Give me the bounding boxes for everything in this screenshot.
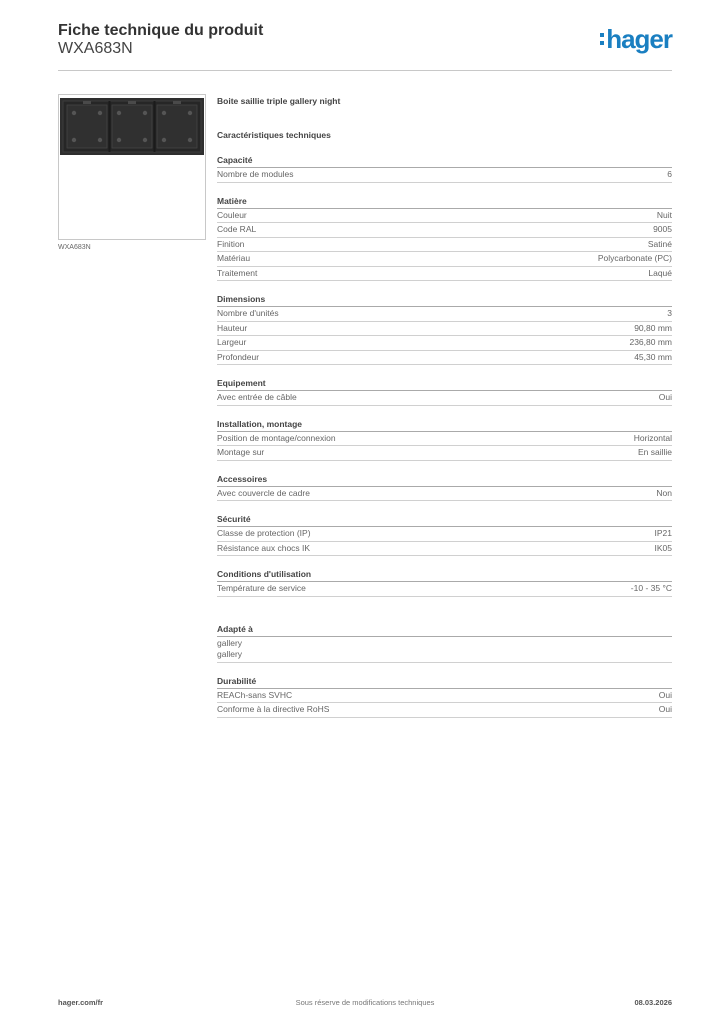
spec-value: Oui xyxy=(658,392,672,402)
spec-row xyxy=(217,223,672,238)
spec-label: Avec couvercle de cadre xyxy=(217,487,310,498)
spec-label: Résistance aux chocs IK xyxy=(217,542,311,553)
spec-row xyxy=(217,542,672,557)
spec-row xyxy=(217,703,672,718)
section-equipement xyxy=(217,377,672,406)
adapted-item: gallery xyxy=(217,637,243,648)
spec-value: -10 - 35 °C xyxy=(630,583,672,593)
page-title: Fiche technique du produit xyxy=(58,22,264,39)
section-title: Sécurité xyxy=(217,513,672,527)
section-title: Durabilité xyxy=(217,675,672,689)
spec-value: Horizontal xyxy=(633,432,672,443)
logo-text: hager xyxy=(606,24,672,54)
spec-value: IP21 xyxy=(654,528,672,538)
spec-value: Satiné xyxy=(647,238,672,249)
spec-value: 6 xyxy=(667,169,672,179)
spec-row xyxy=(217,168,672,183)
product-image xyxy=(59,95,205,239)
product-name: Boite saillie triple gallery night xyxy=(217,96,341,106)
spec-value: 90,80 mm xyxy=(634,322,672,333)
section-adapte xyxy=(217,623,672,663)
spec-label: Finition xyxy=(217,238,245,249)
section-dimensions xyxy=(217,293,672,365)
spec-row xyxy=(217,209,672,224)
spec-row xyxy=(217,267,672,282)
spec-row xyxy=(217,351,672,366)
spec-value: 9005 xyxy=(653,224,672,234)
section-title: Equipement xyxy=(217,377,672,391)
section-capacite xyxy=(217,154,672,183)
spec-row xyxy=(217,252,672,267)
spec-label: REACh-sans SVHC xyxy=(217,689,293,700)
spec-label: Conforme à la directive RoHS xyxy=(217,704,330,714)
logo-dots-icon xyxy=(600,33,604,45)
section-title: Capacité xyxy=(217,154,672,168)
spec-row xyxy=(217,391,672,406)
spec-row xyxy=(217,689,672,704)
spec-content xyxy=(217,96,672,718)
section-conditions xyxy=(217,568,672,597)
footer-website: hager.com/fr xyxy=(58,998,104,1007)
product-image-frame xyxy=(58,94,206,240)
spec-value: 3 xyxy=(667,308,672,318)
spec-value: Oui xyxy=(658,689,672,700)
spec-label: Position de montage/connexion xyxy=(217,432,336,443)
section-securite xyxy=(217,513,672,556)
spec-row xyxy=(217,446,672,461)
footer-date: 08.03.2026 xyxy=(634,998,672,1007)
spec-value: Nuit xyxy=(656,209,672,220)
spec-label: Code RAL xyxy=(217,224,257,234)
spec-label: Couleur xyxy=(217,209,247,220)
spec-label: Largeur xyxy=(217,337,247,347)
spec-label: Classe de protection (IP) xyxy=(217,528,311,538)
spec-row xyxy=(217,336,672,351)
section-matiere xyxy=(217,195,672,282)
hager-logo xyxy=(600,26,672,52)
spec-label: Matériau xyxy=(217,253,251,263)
spec-label: Hauteur xyxy=(217,322,248,333)
section-title: Matière xyxy=(217,195,672,209)
spec-label: Traitement xyxy=(217,267,258,278)
spec-value: IK05 xyxy=(654,542,672,553)
section-installation xyxy=(217,418,672,461)
spec-value: 236,80 mm xyxy=(629,337,672,347)
footer-disclaimer: Sous réserve de modifications techniques xyxy=(295,998,435,1007)
spec-row xyxy=(217,432,672,447)
spec-label: Nombre d'unités xyxy=(217,308,279,318)
spec-row xyxy=(217,527,672,542)
spec-value: Oui xyxy=(658,704,672,714)
spec-label: Avec entrée de câble xyxy=(217,392,297,402)
product-reference: WXA683N xyxy=(58,40,133,57)
spec-value: 45,30 mm xyxy=(634,351,672,362)
spec-label: Nombre de modules xyxy=(217,169,294,179)
characteristics-title: Caractéristiques techniques xyxy=(217,130,331,140)
page-header xyxy=(58,20,672,71)
adapted-item: gallery xyxy=(217,648,243,659)
spec-value: Non xyxy=(656,487,672,498)
section-title: Installation, montage xyxy=(217,418,672,432)
spec-value: En saillie xyxy=(637,447,672,457)
section-title: Dimensions xyxy=(217,293,672,307)
spec-value: Polycarbonate (PC) xyxy=(597,253,672,263)
section-accessoires xyxy=(217,473,672,502)
spec-label: Montage sur xyxy=(217,447,265,457)
spec-row xyxy=(217,582,672,597)
spec-row xyxy=(217,487,672,502)
spec-row xyxy=(217,307,672,322)
section-durabilite xyxy=(217,675,672,718)
adapted-list xyxy=(217,637,672,663)
image-caption: WXA683N xyxy=(58,244,91,251)
spec-row xyxy=(217,322,672,337)
spec-row xyxy=(217,238,672,253)
spec-value: Laqué xyxy=(648,267,672,278)
section-title: Adapté à xyxy=(217,623,672,637)
section-title: Accessoires xyxy=(217,473,672,487)
spec-label: Profondeur xyxy=(217,351,260,362)
spec-label: Température de service xyxy=(217,583,306,593)
section-title: Conditions d'utilisation xyxy=(217,568,672,582)
